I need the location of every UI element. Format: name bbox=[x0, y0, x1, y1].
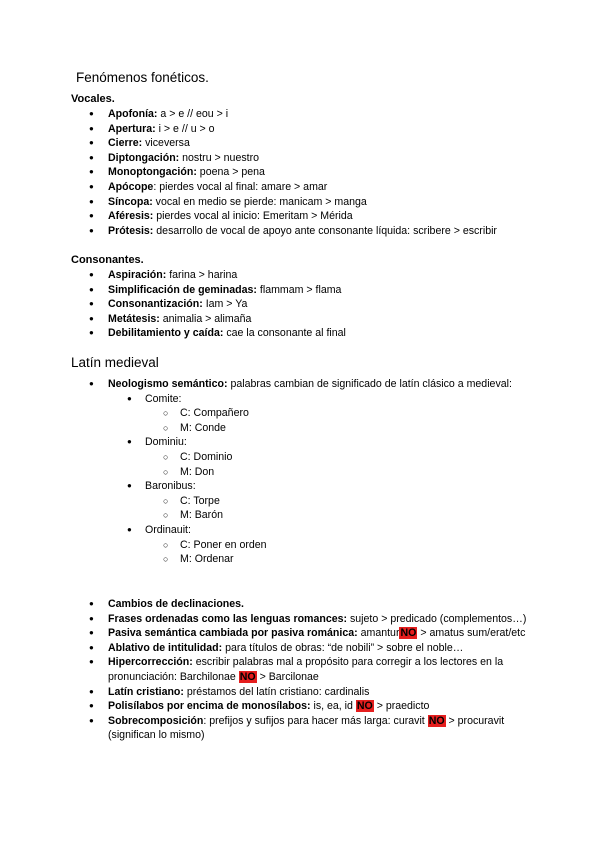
list-item: ● Sobrecomposición: prefijos y sufijos para hacer más larga: curavit NO > procuravit (significan lo mismo) bbox=[108, 714, 528, 743]
meaning-classic: ○ C: Dominio bbox=[180, 450, 528, 465]
list-item: ● Latín cristiano: préstamos del latín cristiano: cardinalis bbox=[108, 685, 528, 700]
list-item: ● Apofonía: a > e // eou > i bbox=[108, 107, 528, 122]
no-mark: NO bbox=[428, 714, 445, 727]
vocales-heading: Vocales. bbox=[71, 93, 115, 105]
list-item: ● Metátesis: animalia > alimaña bbox=[108, 312, 528, 327]
meaning-medieval: ○ M: Conde bbox=[180, 421, 528, 436]
word-item: ● Baronibus: ○ C: Torpe ○ M: Barón bbox=[145, 479, 528, 523]
list-item: ● Consonantización: Iam > Ya bbox=[108, 297, 528, 312]
list-item: ● Aféresis: pierdes vocal al inicio: Emeritam > Mérida bbox=[108, 209, 528, 224]
neologismo-list bbox=[108, 377, 528, 567]
list-item: ● Ablativo de intitulidad: para títulos de obras: “de nobili” > sobre el noble… bbox=[108, 641, 528, 656]
list-item: ● Hipercorrección: escribir palabras mal a propósito para corregir a los lectores en la pronunciación: Barchilonae NO > Barcilonae bbox=[108, 655, 528, 684]
list-item: ● Simplificación de geminadas: flammam > flama bbox=[108, 283, 528, 298]
list-item: ● Polisílabos por encima de monosílabos: is, ea, id NO > praedicto bbox=[108, 699, 528, 714]
consonantes-list bbox=[108, 268, 528, 341]
word-list bbox=[145, 392, 528, 567]
no-mark: NO bbox=[400, 627, 417, 640]
consonantes-heading: Consonantes. bbox=[71, 254, 144, 266]
meaning-classic: ○ C: Poner en orden bbox=[180, 538, 528, 553]
word-item: ● Dominiu: ○ C: Dominio ○ M: Don bbox=[145, 435, 528, 479]
list-item: ● Prótesis: desarrollo de vocal de apoyo ante consonante líquida: scribere > escribir bbox=[108, 224, 528, 239]
page-title: Fenómenos fonéticos. bbox=[76, 70, 209, 85]
word-item: ● Ordinauit: ○ C: Poner en orden ○ M: Ordenar bbox=[145, 523, 528, 567]
list-item: ● Apócope: pierdes vocal al final: amare > amar bbox=[108, 180, 528, 195]
no-mark: NO bbox=[356, 700, 373, 713]
list-item: ● Pasiva semántica cambiada por pasiva románica: amanturNO > amatus sum/erat/etc bbox=[108, 626, 528, 641]
no-mark: NO bbox=[239, 670, 256, 683]
latin-medieval-list bbox=[108, 597, 528, 743]
meaning-medieval: ○ M: Barón bbox=[180, 508, 528, 523]
list-item: ● Aspiración: farina > harina bbox=[108, 268, 528, 283]
meaning-medieval: ○ M: Ordenar bbox=[180, 552, 528, 567]
word-item: ● Comite: ○ C: Compañero ○ M: Conde bbox=[145, 392, 528, 436]
meaning-classic: ○ C: Compañero bbox=[180, 406, 528, 421]
list-item: ● Monoptongación: poena > pena bbox=[108, 165, 528, 180]
list-item: ● Frases ordenadas como las lenguas romances: sujeto > predicado (complementos…) bbox=[108, 612, 528, 627]
list-item: ● Cambios de declinaciones. bbox=[108, 597, 528, 612]
list-item: ● Neologismo semántico: palabras cambian de significado de latín clásico a medieval: ● Comite: ○ C: Compañero ○ M: Conde ● Dominiu: ○ C: Dominio ○ M: Don ● Baronibus: ○ C: Torpe ○ M: Barón ● Ordinauit: ○ C: Poner en orden ○ M: Ordenar bbox=[108, 377, 528, 567]
list-item: ● Diptongación: nostru > nuestro bbox=[108, 151, 528, 166]
list-item: ● Debilitamiento y caída: cae la consonante al final bbox=[108, 326, 528, 341]
list-item: ● Apertura: i > e // u > o bbox=[108, 122, 528, 137]
list-item: ● Cierre: viceversa bbox=[108, 136, 528, 151]
list-item: ● Síncopa: vocal en medio se pierde: manicam > manga bbox=[108, 195, 528, 210]
vocales-list bbox=[108, 107, 528, 238]
latin-medieval-heading: Latín medieval bbox=[71, 355, 159, 370]
meaning-medieval: ○ M: Don bbox=[180, 465, 528, 480]
meaning-classic: ○ C: Torpe bbox=[180, 494, 528, 509]
